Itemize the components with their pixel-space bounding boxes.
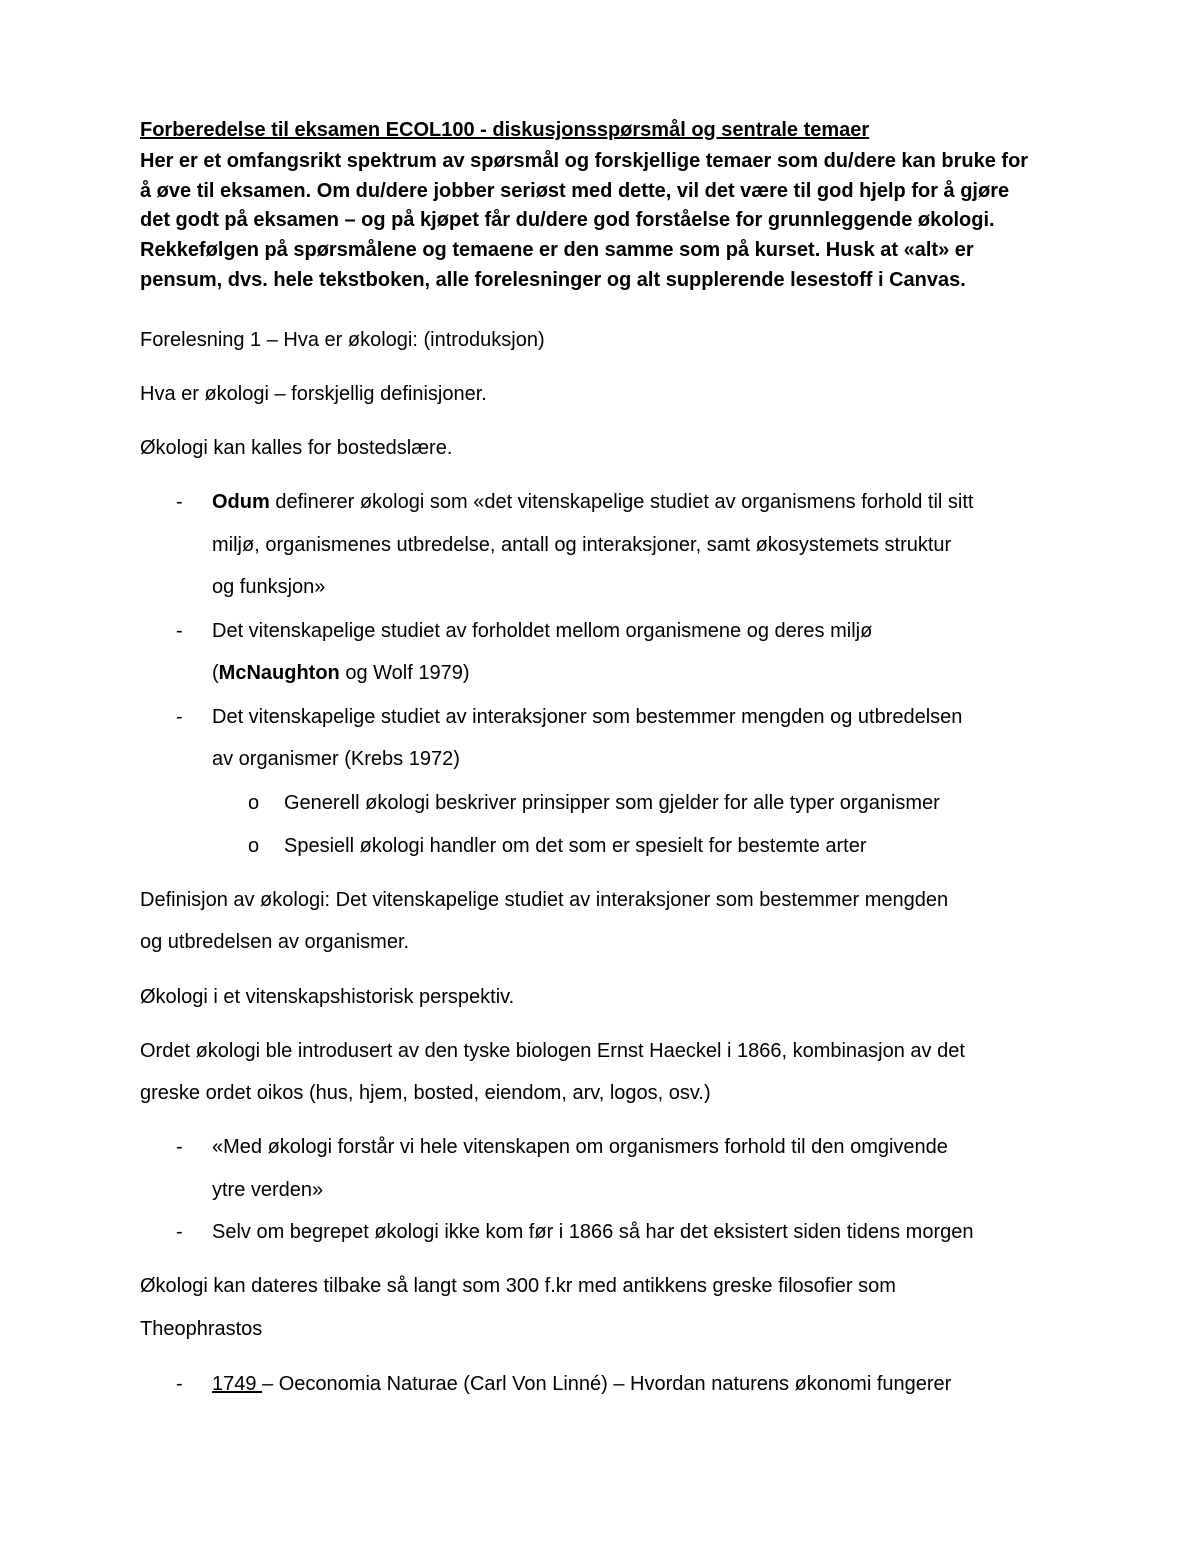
paragraph-definitions: Hva er økologi – forskjellig definisjoner. <box>140 383 487 405</box>
year-1749: 1749 <box>212 1373 263 1395</box>
paragraph-haeckel-line-2: greske ordet oikos (hus, hjem, bosted, eiendom, arv, logos, osv.) <box>140 1082 711 1104</box>
paragraph-bostedslaere: Økologi kan kalles for bostedslære. <box>140 437 453 459</box>
sub-bullet-marker: o <box>248 792 260 814</box>
intro-line-3: det godt på eksamen – og på kjøpet får du/dere god forståelse for grunnleggende økologi. <box>140 209 995 231</box>
bullet-odum-text: definerer økologi som «det vitenskapelige studiet av organismens forhold til sitt <box>269 491 974 513</box>
bullet-odum-line-2: miljø, organismenes utbredelse, antall og interaksjoner, samt økosystemets struktur <box>212 534 952 556</box>
definition-line-1: Definisjon av økologi: Det vitenskapelige studiet av interaksjoner som bestemmer mengden <box>140 889 949 911</box>
sub-bullet-marker: o <box>248 835 260 857</box>
bullet-krebs-line-1: Det vitenskapelige studiet av interaksjoner som bestemmer mengden og utbredelsen <box>212 706 963 728</box>
bullet-odum-line-1 <box>212 491 973 514</box>
intro-line-5: pensum, dvs. hele tekstboken, alle forelesninger og alt supplerende lesestoff i Canvas. <box>140 269 966 291</box>
bullet-marker: - <box>176 1373 183 1395</box>
intro-line-4: Rekkefølgen på spørsmålene og temaene er den samme som på kurset. Husk at «alt» er <box>140 239 974 261</box>
paren-open: ( <box>212 662 219 684</box>
bullet-marker: - <box>176 620 183 642</box>
bullet-mcnaughton-line-1: Det vitenskapelige studiet av forholdet mellom organismene og deres miljø <box>212 620 873 642</box>
author-odum: Odum <box>212 491 270 513</box>
lecture-heading: Forelesning 1 – Hva er økologi: (introduksjon) <box>140 329 545 351</box>
bullet-marker: - <box>176 1221 183 1243</box>
bullet-krebs-line-2: av organismer (Krebs 1972) <box>212 748 460 770</box>
bullet-marker: - <box>176 706 183 728</box>
author-mcnaughton: McNaughton <box>218 662 340 684</box>
paragraph-history: Økologi i et vitenskapshistorisk perspektiv. <box>140 986 515 1008</box>
sub-bullet-spesiell: Spesiell økologi handler om det som er spesielt for bestemte arter <box>284 835 867 857</box>
bullet-quote-line-1: «Med økologi forstår vi hele vitenskapen om organismers forhold til den omgivende <box>212 1136 948 1158</box>
paragraph-haeckel-line-1: Ordet økologi ble introdusert av den tyske biologen Ernst Haeckel i 1866, kombinasjon av det <box>140 1040 965 1062</box>
bullet-1866: Selv om begrepet økologi ikke kom før i 1866 så har det eksistert siden tidens morgen <box>212 1221 974 1243</box>
bullet-1749 <box>212 1373 951 1396</box>
bullet-1749-text: – Oeconomia Naturae (Carl Von Linné) – Hvordan naturens økonomi fungerer <box>262 1373 952 1395</box>
bullet-quote-line-2: ytre verden» <box>212 1179 324 1201</box>
paragraph-antikken-line-1: Økologi kan dateres tilbake så langt som 300 f.kr med antikkens greske filosofier som <box>140 1275 896 1297</box>
intro-line-2: å øve til eksamen. Om du/dere jobber seriøst med dette, vil det være til god hjelp for å gjøre <box>140 180 1010 202</box>
sub-bullet-generell: Generell økologi beskriver prinsipper som gjelder for alle typer organismer <box>284 792 940 814</box>
bullet-mcnaughton-line-2 <box>212 662 469 685</box>
paragraph-antikken-line-2: Theophrastos <box>140 1318 263 1340</box>
intro-line-1: Her er et omfangsrikt spektrum av spørsmål og forskjellige temaer som du/dere kan bruke for <box>140 150 1029 172</box>
bullet-marker: - <box>176 1136 183 1158</box>
bullet-odum-line-3: og funksjon» <box>212 576 326 598</box>
document-title: Forberedelse til eksamen ECOL100 - diskusjonsspørsmål og sentrale temaer <box>140 119 870 141</box>
bullet-marker: - <box>176 491 183 513</box>
definition-line-2: og utbredelsen av organismer. <box>140 931 410 953</box>
citation-rest: og Wolf 1979) <box>339 662 470 684</box>
